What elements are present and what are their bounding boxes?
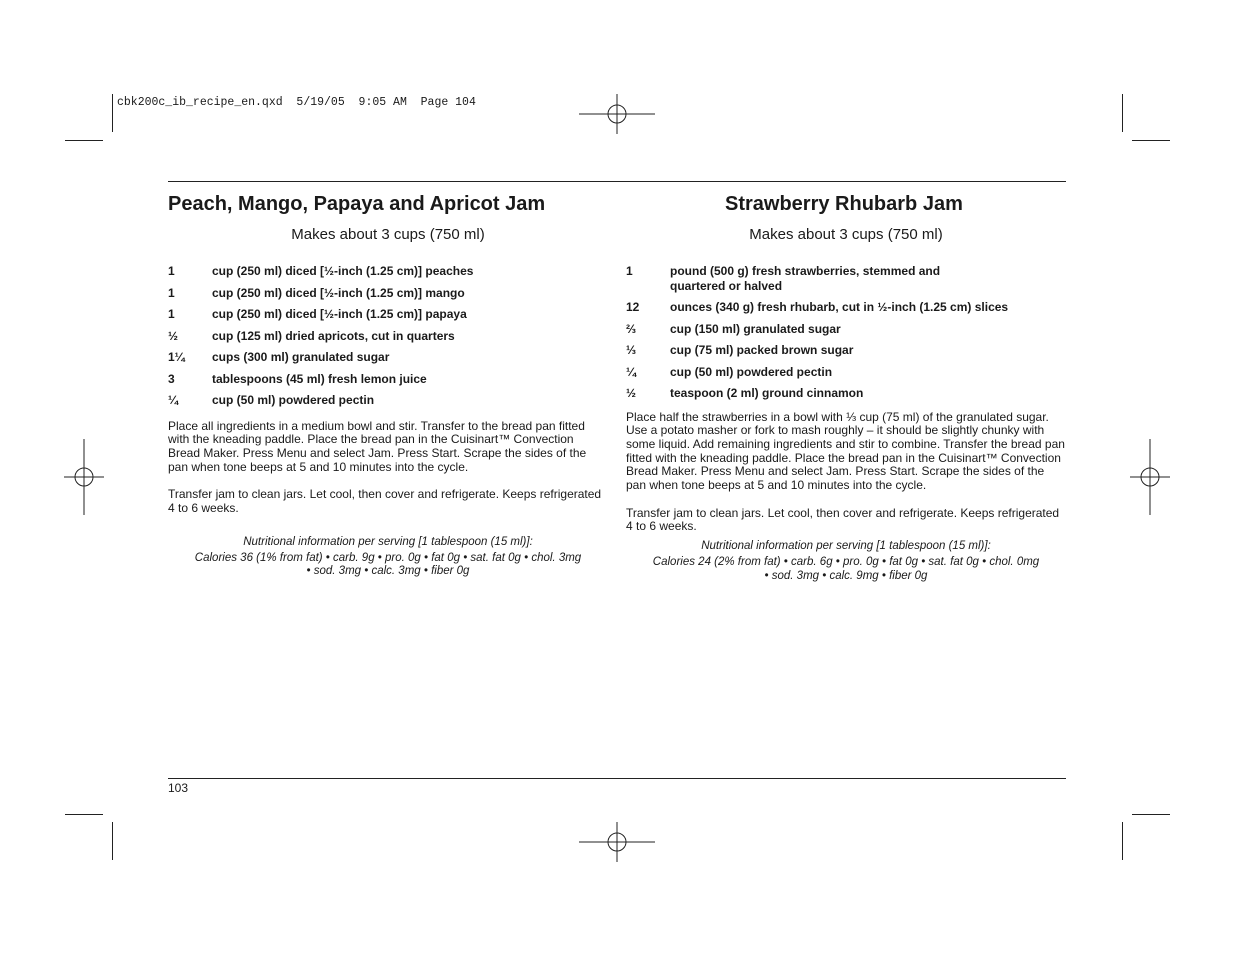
registration-mark-top — [579, 76, 655, 152]
nutrition-heading: Nutritional information per serving [1 tablespoon (15 ml)]: — [243, 535, 533, 548]
ingredient-qty: ⅓ — [626, 343, 637, 357]
ingredient-row — [168, 264, 608, 279]
ingredient-qty: 1 — [168, 264, 175, 278]
page-number: 103 — [168, 781, 189, 795]
ingredient-desc: cup (125 ml) dried apricots, cut in quarters — [212, 328, 455, 343]
ingredient-row — [626, 264, 1066, 293]
ingredient-qty: 1 — [168, 285, 175, 300]
ingredient-desc: ounces (340 g) fresh rhubarb, cut in ½-inch (1.25 cm) slices — [670, 300, 1009, 314]
ingredient-row — [168, 286, 608, 301]
ingredient-row — [168, 372, 608, 387]
ingredient-qty: ½ — [626, 386, 637, 400]
ingredient-desc: cup (75 ml) packed brown sugar — [670, 343, 854, 357]
storage-paragraph: Transfer jam to clean jars. Let cool, then cover and refrigerate. Keeps refrigerated 4 to 6 weeks. — [168, 487, 602, 516]
ingredient-row — [168, 307, 608, 322]
instructions-paragraph: Place half the strawberries in a bowl with ⅓ cup (75 ml) of the granulated sugar. Use a potato masher or fork to mash roughly – it should be slightly chunky with some liquid. Add remaining ingredients and stir to combine. Transfer the bread pan fitted with the kneading paddle. Place the bread pan in the Cuisinart™ Convection Bread Maker. Press Menu and select Jam. Press Start. Scrape the sides of the pan when tone beeps at 5 and 10 minutes into the cycle. — [626, 409, 1065, 493]
ingredient-desc: cup (250 ml) diced [½-inch (1.25 cm)] mango — [212, 285, 465, 300]
registration-mark-right — [1112, 439, 1188, 515]
ingredient-desc: cups (300 ml) granulated sugar — [212, 350, 390, 364]
ingredient-row — [168, 350, 608, 365]
ingredient-qty: 1¼ — [168, 350, 185, 364]
top-rule — [168, 181, 1066, 182]
ingredient-qty: 3 — [168, 371, 175, 386]
ingredient-qty: ¼ — [626, 364, 637, 379]
nutrition-values: Calories 36 (1% from fat) • carb. 9g • pro. 0g • fat 0g • sat. fat 0g • chol. 3mg • sod. 3mg • calc. 3mg • fiber 0g — [194, 551, 582, 578]
ingredient-row — [168, 393, 608, 408]
storage-paragraph: Transfer jam to clean jars. Let cool, then cover and refrigerate. Keeps refrigerated 4 to 6 weeks. — [626, 505, 1060, 534]
ingredient-qty: ½ — [168, 328, 179, 343]
ingredient-list — [626, 264, 1066, 401]
ingredient-row — [626, 386, 1066, 401]
recipe-left — [168, 190, 608, 578]
ingredient-list — [168, 264, 608, 408]
registration-mark-left — [46, 439, 122, 515]
ingredient-qty: 12 — [626, 300, 640, 314]
ingredient-desc: cup (250 ml) diced [½-inch (1.25 cm)] peaches — [212, 264, 474, 278]
ingredient-desc: tablespoons (45 ml) fresh lemon juice — [212, 371, 427, 386]
ingredient-row — [626, 343, 1066, 358]
file-slug-line: cbk200c_ib_recipe_en.qxd 5/19/05 9:05 AM Page 104 — [117, 96, 476, 109]
bottom-rule — [168, 778, 1066, 779]
nutrition-heading: Nutritional information per serving [1 tablespoon (15 ml)]: — [701, 540, 991, 553]
ingredient-desc: pound (500 g) fresh strawberries, stemmed and quartered or halved — [670, 264, 941, 293]
ingredient-qty: ¼ — [168, 393, 179, 407]
ingredient-row — [626, 300, 1066, 315]
ingredient-desc: cup (250 ml) diced [½-inch (1.25 cm)] papaya — [212, 307, 467, 321]
recipe-yield: Makes about 3 cups (750 ml) — [749, 226, 943, 243]
recipe-right — [626, 190, 1066, 583]
ingredient-row — [168, 329, 608, 344]
registration-mark-bottom — [579, 804, 655, 880]
ingredient-desc: cup (50 ml) powdered pectin — [670, 364, 833, 379]
ingredient-qty: 1 — [626, 264, 633, 278]
ingredient-desc: cup (150 ml) granulated sugar — [670, 321, 841, 336]
recipe-yield: Makes about 3 cups (750 ml) — [291, 226, 485, 243]
ingredient-row — [626, 365, 1066, 380]
nutrition-values: Calories 24 (2% from fat) • carb. 6g • pro. 0g • fat 0g • sat. fat 0g • chol. 0mg • sod. 3mg • calc. 9mg • fiber 0g — [652, 556, 1040, 582]
ingredient-qty: ⅔ — [626, 321, 637, 336]
ingredient-desc: cup (50 ml) powdered pectin — [212, 393, 375, 407]
ingredient-qty: 1 — [168, 307, 175, 321]
recipe-title: Peach, Mango, Papaya and Apricot Jam — [168, 193, 546, 215]
ingredient-desc: teaspoon (2 ml) ground cinnamon — [670, 386, 864, 400]
recipe-title: Strawberry Rhubarb Jam — [725, 193, 963, 215]
instructions-paragraph: Place all ingredients in a medium bowl and stir. Transfer to the bread pan fitted with the kneading paddle. Place the bread pan in the Cuisinart™ Convection Bread Maker. Press Menu and select Jam. Press Start. Scrape the sides of the pan when tone beeps at 5 and 10 minutes into the cycle. — [168, 418, 587, 474]
ingredient-row — [626, 322, 1066, 337]
